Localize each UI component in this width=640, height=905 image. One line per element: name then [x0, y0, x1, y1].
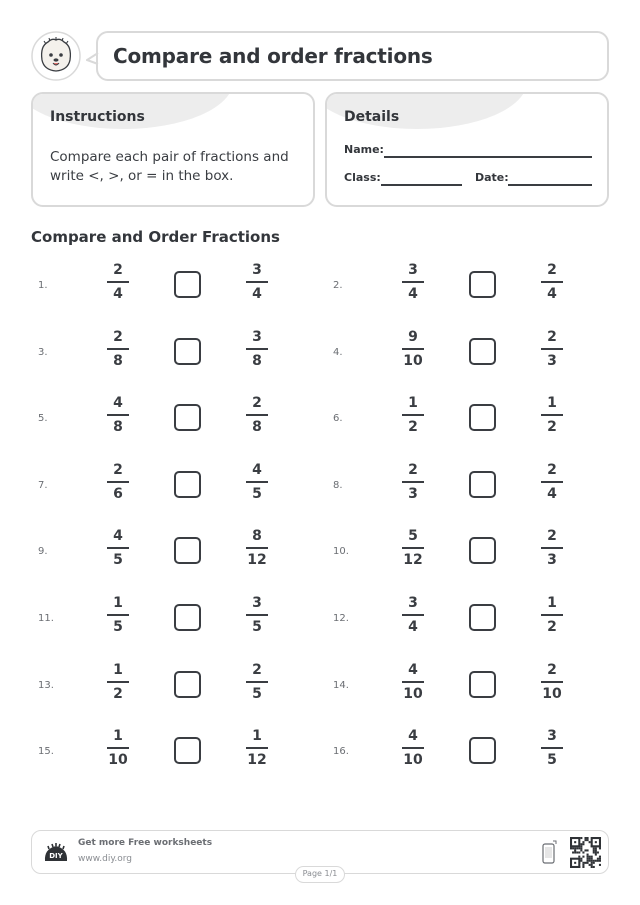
answer-box[interactable] — [469, 338, 496, 365]
problem-9 — [38, 520, 334, 586]
answer-box[interactable] — [174, 471, 201, 498]
right-fraction — [536, 327, 568, 371]
problem-10 — [333, 520, 629, 586]
fraction-bar — [246, 547, 268, 549]
right-numerator: 8 — [252, 528, 262, 545]
left-denominator: 8 — [113, 419, 123, 436]
fraction-bar — [541, 614, 563, 616]
problem-number: 11. — [38, 613, 54, 624]
left-numerator: 4 — [113, 528, 123, 545]
right-numerator: 3 — [252, 595, 262, 611]
right-numerator: 2 — [547, 461, 557, 478]
fraction-bar — [107, 681, 129, 683]
right-fraction — [536, 526, 568, 570]
left-fraction — [102, 260, 134, 304]
problem-16 — [333, 720, 629, 786]
fraction-bar — [541, 348, 563, 350]
left-numerator: 1 — [113, 661, 123, 678]
left-numerator: 2 — [113, 461, 123, 478]
right-numerator: 2 — [547, 262, 557, 278]
left-denominator: 4 — [408, 619, 418, 635]
left-fraction — [397, 726, 429, 770]
left-fraction — [397, 393, 429, 437]
fraction-bar — [402, 547, 424, 549]
answer-box[interactable] — [174, 737, 201, 764]
right-fraction — [241, 593, 273, 637]
problem-number: 1. — [38, 280, 48, 291]
right-numerator: 1 — [252, 728, 262, 745]
left-denominator: 4 — [408, 286, 418, 302]
fraction-bar — [246, 414, 268, 416]
title-banner — [96, 31, 609, 81]
right-numerator: 2 — [252, 661, 262, 678]
problem-number: 2. — [333, 280, 343, 291]
right-numerator: 3 — [252, 328, 262, 345]
left-fraction — [102, 660, 134, 704]
answer-box[interactable] — [469, 537, 496, 564]
details-card — [325, 92, 609, 207]
fraction-bar — [402, 614, 424, 616]
problem-12 — [333, 587, 629, 653]
answer-box[interactable] — [174, 404, 201, 431]
left-denominator: 2 — [113, 685, 123, 702]
answer-box[interactable] — [469, 604, 496, 631]
right-fraction — [241, 260, 273, 304]
right-numerator: 3 — [547, 728, 557, 745]
name-label: Name: — [344, 143, 384, 156]
fraction-bar — [107, 348, 129, 350]
right-numerator: 2 — [547, 328, 557, 345]
right-denominator: 5 — [252, 619, 262, 635]
right-denominator: 12 — [247, 552, 267, 569]
fraction-bar — [246, 281, 268, 283]
footer-promo-text: Get more Free worksheets — [78, 838, 213, 848]
right-numerator: 1 — [547, 395, 557, 412]
problem-8 — [333, 454, 629, 520]
problem-6 — [333, 387, 629, 453]
answer-box[interactable] — [469, 671, 496, 698]
problem-15 — [38, 720, 334, 786]
problem-number: 7. — [38, 479, 48, 491]
right-denominator: 2 — [547, 419, 557, 436]
fraction-bar — [541, 681, 563, 683]
instructions-heading: Instructions — [50, 109, 145, 125]
date-field[interactable] — [508, 184, 592, 186]
answer-box[interactable] — [174, 604, 201, 631]
fraction-bar — [107, 614, 129, 616]
left-numerator: 2 — [113, 262, 123, 278]
problem-1 — [38, 254, 334, 320]
problem-13 — [38, 654, 334, 720]
right-fraction — [241, 660, 273, 704]
section-title: Compare and Order Fractions — [31, 228, 280, 246]
left-fraction — [397, 327, 429, 371]
right-denominator: 8 — [252, 352, 262, 369]
answer-box[interactable] — [469, 471, 496, 498]
right-denominator: 10 — [542, 685, 562, 702]
left-denominator: 10 — [403, 752, 423, 769]
fraction-bar — [402, 481, 424, 483]
right-denominator: 4 — [252, 286, 262, 302]
right-denominator: 12 — [247, 752, 267, 769]
right-fraction — [241, 393, 273, 437]
problem-number: 16. — [333, 746, 349, 758]
right-denominator: 2 — [547, 619, 557, 635]
class-label: Class: — [344, 171, 381, 184]
right-denominator: 4 — [547, 485, 557, 502]
left-denominator: 10 — [108, 752, 128, 769]
instructions-card — [31, 92, 315, 207]
left-fraction — [102, 726, 134, 770]
left-denominator: 12 — [403, 552, 423, 569]
right-fraction — [241, 526, 273, 570]
right-fraction — [536, 593, 568, 637]
left-fraction — [102, 460, 134, 504]
problem-number: 12. — [333, 613, 349, 624]
left-denominator: 3 — [408, 485, 418, 502]
left-numerator: 9 — [408, 328, 418, 345]
problem-7 — [38, 454, 334, 520]
answer-box[interactable] — [174, 671, 201, 698]
right-numerator: 2 — [547, 528, 557, 545]
diy-logo-icon — [43, 841, 69, 867]
right-fraction — [241, 726, 273, 770]
class-field[interactable] — [381, 184, 462, 186]
right-numerator: 4 — [252, 461, 262, 478]
left-denominator: 10 — [403, 352, 423, 369]
left-fraction — [397, 593, 429, 637]
fraction-bar — [107, 747, 129, 749]
footer-link[interactable]: www.diy.org — [78, 854, 132, 864]
problem-number: 8. — [333, 479, 343, 491]
fraction-bar — [107, 547, 129, 549]
problem-number: 10. — [333, 546, 349, 558]
fraction-bar — [541, 281, 563, 283]
left-fraction — [102, 327, 134, 371]
left-denominator: 6 — [113, 485, 123, 502]
left-numerator: 1 — [113, 728, 123, 745]
page-title: Compare and order fractions — [113, 44, 433, 68]
answer-box[interactable] — [174, 271, 201, 298]
name-field[interactable] — [384, 156, 592, 158]
right-numerator: 3 — [252, 262, 262, 278]
fraction-bar — [246, 681, 268, 683]
left-denominator: 2 — [408, 419, 418, 436]
details-heading: Details — [344, 109, 400, 125]
right-denominator: 5 — [547, 752, 557, 769]
left-fraction — [397, 526, 429, 570]
svg-text:DIY: DIY — [49, 852, 63, 860]
fraction-bar — [246, 614, 268, 616]
answer-box[interactable] — [469, 737, 496, 764]
problem-number: 3. — [38, 346, 48, 358]
problem-11 — [38, 587, 334, 653]
left-denominator: 10 — [403, 685, 423, 702]
right-fraction — [536, 460, 568, 504]
problem-5 — [38, 387, 334, 453]
left-denominator: 8 — [113, 352, 123, 369]
right-numerator: 1 — [547, 595, 557, 611]
problem-number: 6. — [333, 413, 343, 425]
problem-14 — [333, 654, 629, 720]
left-numerator: 3 — [408, 262, 418, 278]
left-numerator: 2 — [113, 328, 123, 345]
problem-number: 14. — [333, 679, 349, 691]
right-fraction — [536, 393, 568, 437]
left-numerator: 5 — [408, 528, 418, 545]
fraction-bar — [541, 547, 563, 549]
right-numerator: 2 — [252, 395, 262, 412]
right-denominator: 4 — [547, 286, 557, 302]
fraction-bar — [107, 414, 129, 416]
right-numerator: 2 — [547, 661, 557, 678]
instructions-text: Compare each pair of fractions and write <, >, or = in the box. — [50, 149, 289, 184]
fraction-bar — [402, 348, 424, 350]
fraction-bar — [541, 481, 563, 483]
problem-4 — [333, 321, 629, 387]
page-indicator: Page 1/1 — [295, 866, 345, 883]
left-fraction — [397, 260, 429, 304]
problem-3 — [38, 321, 334, 387]
left-numerator: 4 — [408, 661, 418, 678]
right-fraction — [241, 327, 273, 371]
right-fraction — [536, 660, 568, 704]
mascot-icon — [30, 30, 82, 82]
fraction-bar — [541, 414, 563, 416]
left-fraction — [102, 393, 134, 437]
date-label: Date: — [475, 171, 509, 184]
fraction-bar — [402, 747, 424, 749]
problem-number: 9. — [38, 546, 48, 558]
left-denominator: 5 — [113, 552, 123, 569]
right-denominator: 3 — [547, 352, 557, 369]
phone-icon — [542, 840, 558, 865]
fraction-bar — [107, 481, 129, 483]
answer-box[interactable] — [174, 537, 201, 564]
fraction-bar — [107, 281, 129, 283]
right-denominator: 3 — [547, 552, 557, 569]
problem-number: 4. — [333, 346, 343, 358]
answer-box[interactable] — [174, 338, 201, 365]
problem-number: 5. — [38, 413, 48, 425]
right-fraction — [536, 260, 568, 304]
left-denominator: 4 — [113, 286, 123, 302]
left-fraction — [102, 526, 134, 570]
left-denominator: 5 — [113, 619, 123, 635]
fraction-bar — [246, 747, 268, 749]
left-numerator: 4 — [408, 728, 418, 745]
left-numerator: 2 — [408, 461, 418, 478]
qr-code-icon — [570, 837, 601, 868]
left-fraction — [397, 660, 429, 704]
right-denominator: 5 — [252, 685, 262, 702]
right-denominator: 8 — [252, 419, 262, 436]
fraction-bar — [402, 414, 424, 416]
problem-2 — [333, 254, 629, 320]
fraction-bar — [246, 481, 268, 483]
right-denominator: 5 — [252, 485, 262, 502]
answer-box[interactable] — [469, 404, 496, 431]
right-fraction — [536, 726, 568, 770]
answer-box[interactable] — [469, 271, 496, 298]
left-numerator: 1 — [113, 595, 123, 611]
left-numerator: 1 — [408, 395, 418, 412]
left-fraction — [102, 593, 134, 637]
left-numerator: 4 — [113, 395, 123, 412]
fraction-bar — [402, 281, 424, 283]
fraction-bar — [402, 681, 424, 683]
fraction-bar — [541, 747, 563, 749]
left-numerator: 3 — [408, 595, 418, 611]
problem-number: 13. — [38, 679, 54, 691]
left-fraction — [397, 460, 429, 504]
fraction-bar — [246, 348, 268, 350]
problem-number: 15. — [38, 746, 54, 758]
right-fraction — [241, 460, 273, 504]
